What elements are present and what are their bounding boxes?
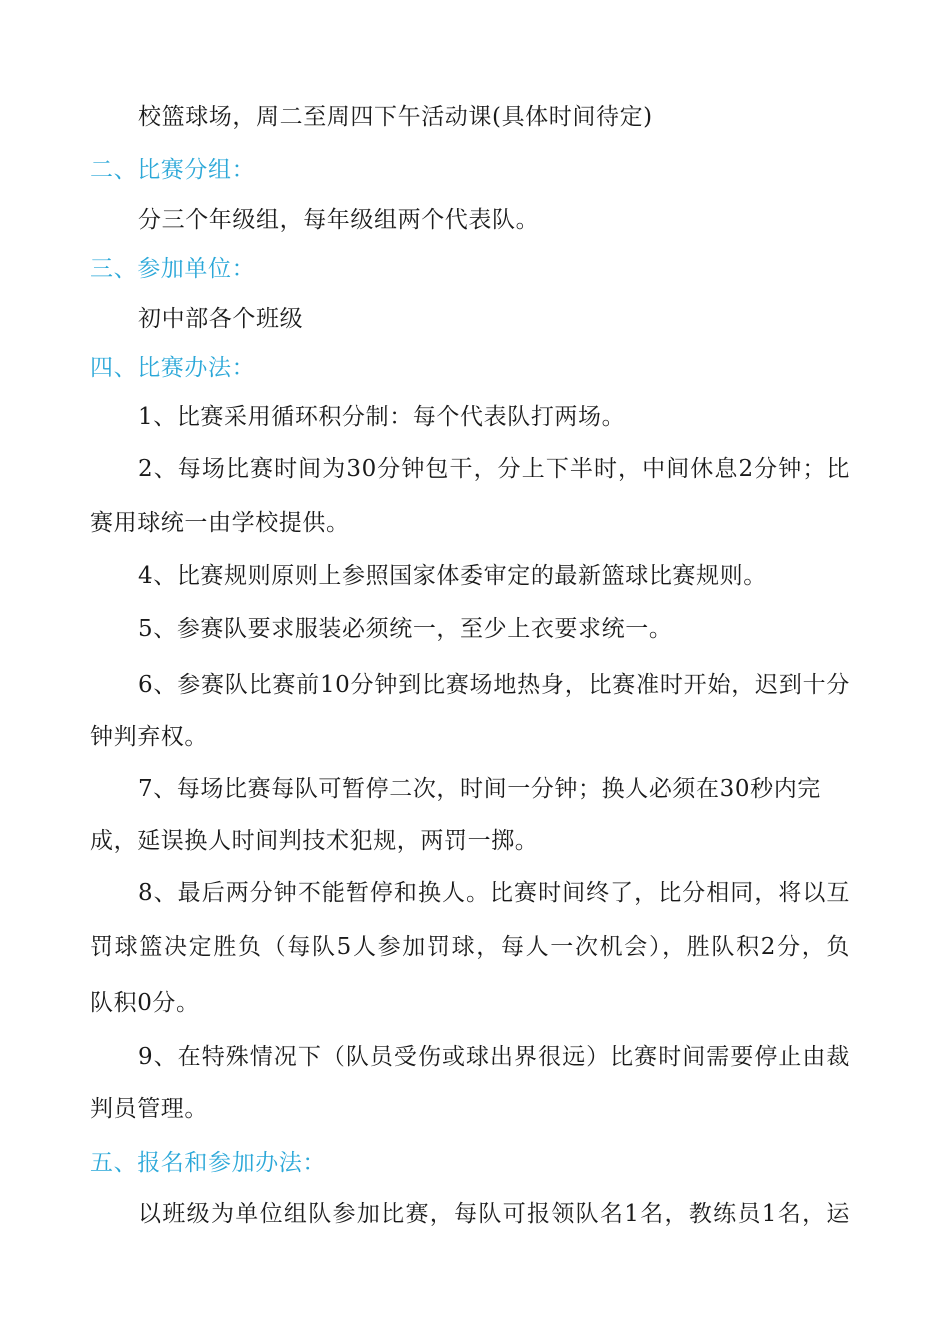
rule-8-text-line-1: 8、最后两分钟不能暂停和换人。比赛时间终了，比分相同，将以互: [138, 880, 850, 906]
rule-6-text-line-1: 6、参赛队比赛前10分钟到比赛场地热身，比赛准时开始，迟到十分: [138, 672, 850, 698]
rule-2-text-line-1: 2、每场比赛时间为30分钟包干，分上下半时，中间休息2分钟；比: [138, 456, 850, 482]
section-heading-registration: 五、报名和参加办法：: [90, 1150, 326, 1176]
rule-9-text-line-2: 判员管理。: [90, 1096, 208, 1122]
rule-5-text: 5、参赛队要求服装必须统一，至少上衣要求统一。: [138, 616, 673, 642]
rule-6-text-line-2: 钟判弃权。: [90, 724, 208, 750]
rule-8-text-line-2: 罚球篮决定胜负（每队5人参加罚球，每人一次机会），胜队积2分，负: [90, 934, 850, 960]
venue-time-line: 校篮球场，周二至周四下午活动课(具体时间待定): [138, 104, 653, 130]
section-heading-participants: 三、参加单位：: [90, 256, 256, 282]
section-heading-grouping: 二、比赛分组：: [90, 157, 256, 183]
section-heading-rules: 四、比赛办法：: [90, 355, 256, 381]
registration-text-line-1: 以班级为单位组队参加比赛，每队可报领队名1名，教练员1名，运: [138, 1201, 850, 1227]
rule-4-text: 4、比赛规则原则上参照国家体委审定的最新篮球比赛规则。: [138, 563, 767, 589]
rule-7-text-line-1: 7、每场比赛每队可暂停二次，时间一分钟；换人必须在30秒内完: [138, 776, 821, 802]
participants-text: 初中部各个班级: [138, 306, 304, 332]
rule-7-text-line-2: 成，延误换人时间判技术犯规，两罚一掷。: [90, 828, 539, 854]
rule-8-text-line-3: 队积0分。: [90, 990, 200, 1016]
rule-2-text-line-2: 赛用球统一由学校提供。: [90, 510, 350, 536]
rule-1-text: 1、比赛采用循环积分制：每个代表队打两场。: [138, 404, 626, 430]
rule-9-text-line-1: 9、在特殊情况下（队员受伤或球出界很远）比赛时间需要停止由裁: [138, 1044, 850, 1070]
grouping-text: 分三个年级组，每年级组两个代表队。: [138, 207, 540, 233]
